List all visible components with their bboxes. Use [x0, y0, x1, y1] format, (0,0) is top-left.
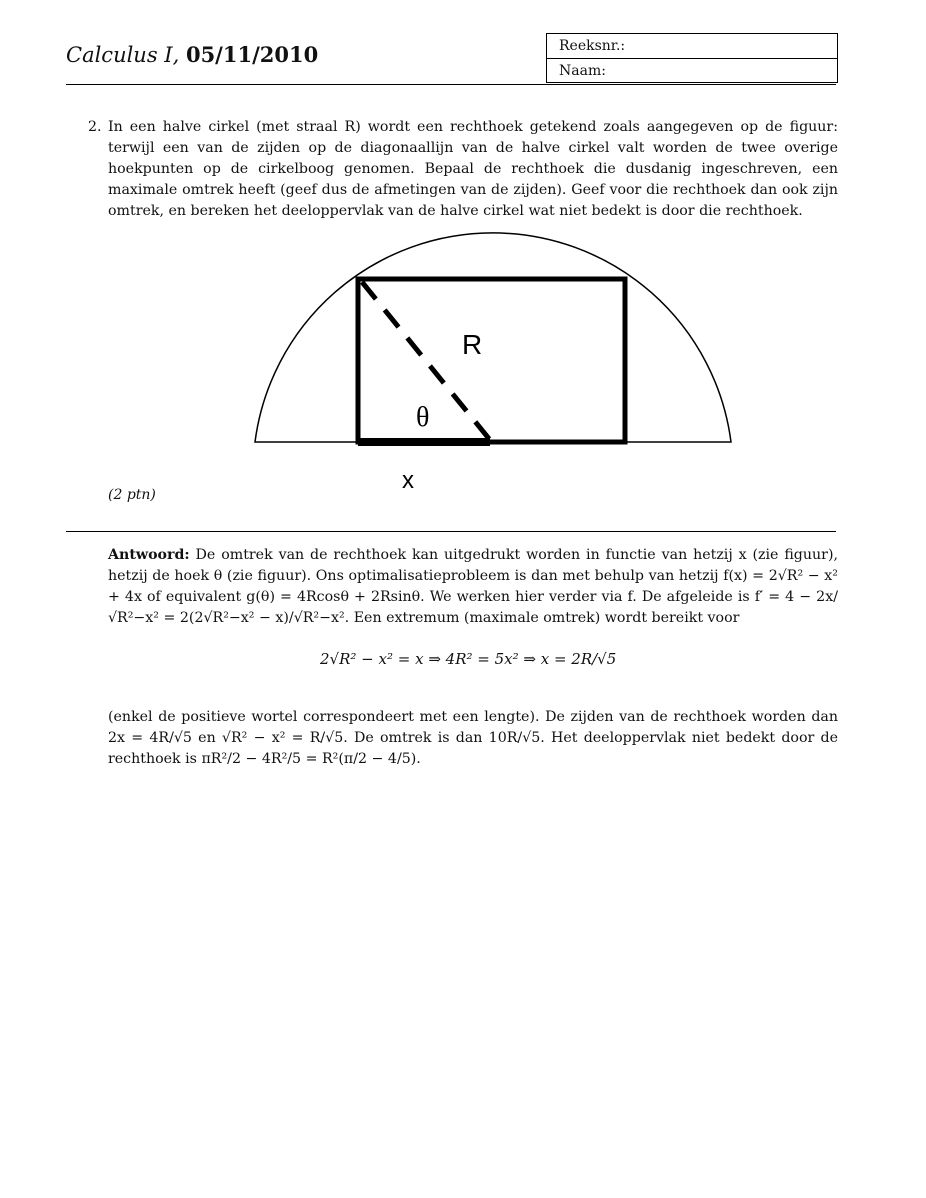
answer-text-2: (enkel de positieve wortel correspondeert met een lengte). De zijden van de rechthoek worden dan 2x = 4R/√5 en √R² − x² = R/√5. De omtrek is dan 10R/√5. Het deeloppervlak niet bedekt door de rechthoek is πR²/2 − 4R²/5 = R²(π/2 − 4/5). — [108, 709, 838, 767]
header-divider — [66, 84, 836, 85]
question-block — [88, 117, 838, 222]
page-title — [66, 42, 318, 67]
id-box — [546, 33, 838, 83]
course-name: Calculus I, — [66, 43, 180, 67]
label-theta: θ — [416, 402, 430, 433]
semicircle-outline — [255, 233, 731, 442]
series-number-field[interactable]: Reeksnr.: — [559, 38, 626, 54]
answer-heading: Antwoord: — [108, 547, 190, 563]
question-text: In een halve cirkel (met straal R) wordt een rechthoek getekend zoals aangegeven op de figuur: terwijl een van de zijden op de diagonaallijn van de halve cirkel valt worden de twee overige hoekpunten op de cirkelboog genomen. Bepaal de rechthoek die dusdanig ingeschreven, een maximale omtrek heeft (geef dus de afmetingen van de zijden). Geef voor die rechthoek dan ook zijn omtrek, en bereken het deeloppervlak van de halve cirkel wat niet bedekt is door die rechthoek. — [108, 119, 838, 219]
answer-block — [108, 545, 838, 629]
label-R: R — [462, 329, 483, 360]
figure-svg — [250, 230, 740, 510]
answer-divider — [66, 531, 836, 532]
exam-date: 05/11/2010 — [185, 42, 319, 67]
points-label: (2 ptn) — [108, 487, 156, 503]
name-field[interactable]: Naam: — [547, 58, 837, 82]
question-number: 2. — [88, 119, 102, 135]
label-x: x — [402, 467, 414, 494]
inscribed-rectangle — [358, 279, 625, 442]
answer-text-1: De omtrek van de rechthoek kan uitgedrukt worden in functie van hetzij x (zie figuur), hetzij de hoek θ (zie figuur). Ons optimalisatieprobleem is dan met behulp van hetzij f(x) = 2√R² − x² + 4x of equivalent g(θ) = 4Rcosθ + 2Rsinθ. We werken hier verder via f. De afgeleide is f′ = 4 − 2x/√R²−x² = 2(2√R²−x² − x)/√R²−x². Een extremum (maximale omtrek) wordt bereikt voor — [108, 547, 838, 626]
display-equation: 2√R² − x² = x ⇒ 4R² = 5x² ⇒ x = 2R/√5 — [320, 650, 617, 668]
semicircle-figure — [250, 230, 740, 514]
